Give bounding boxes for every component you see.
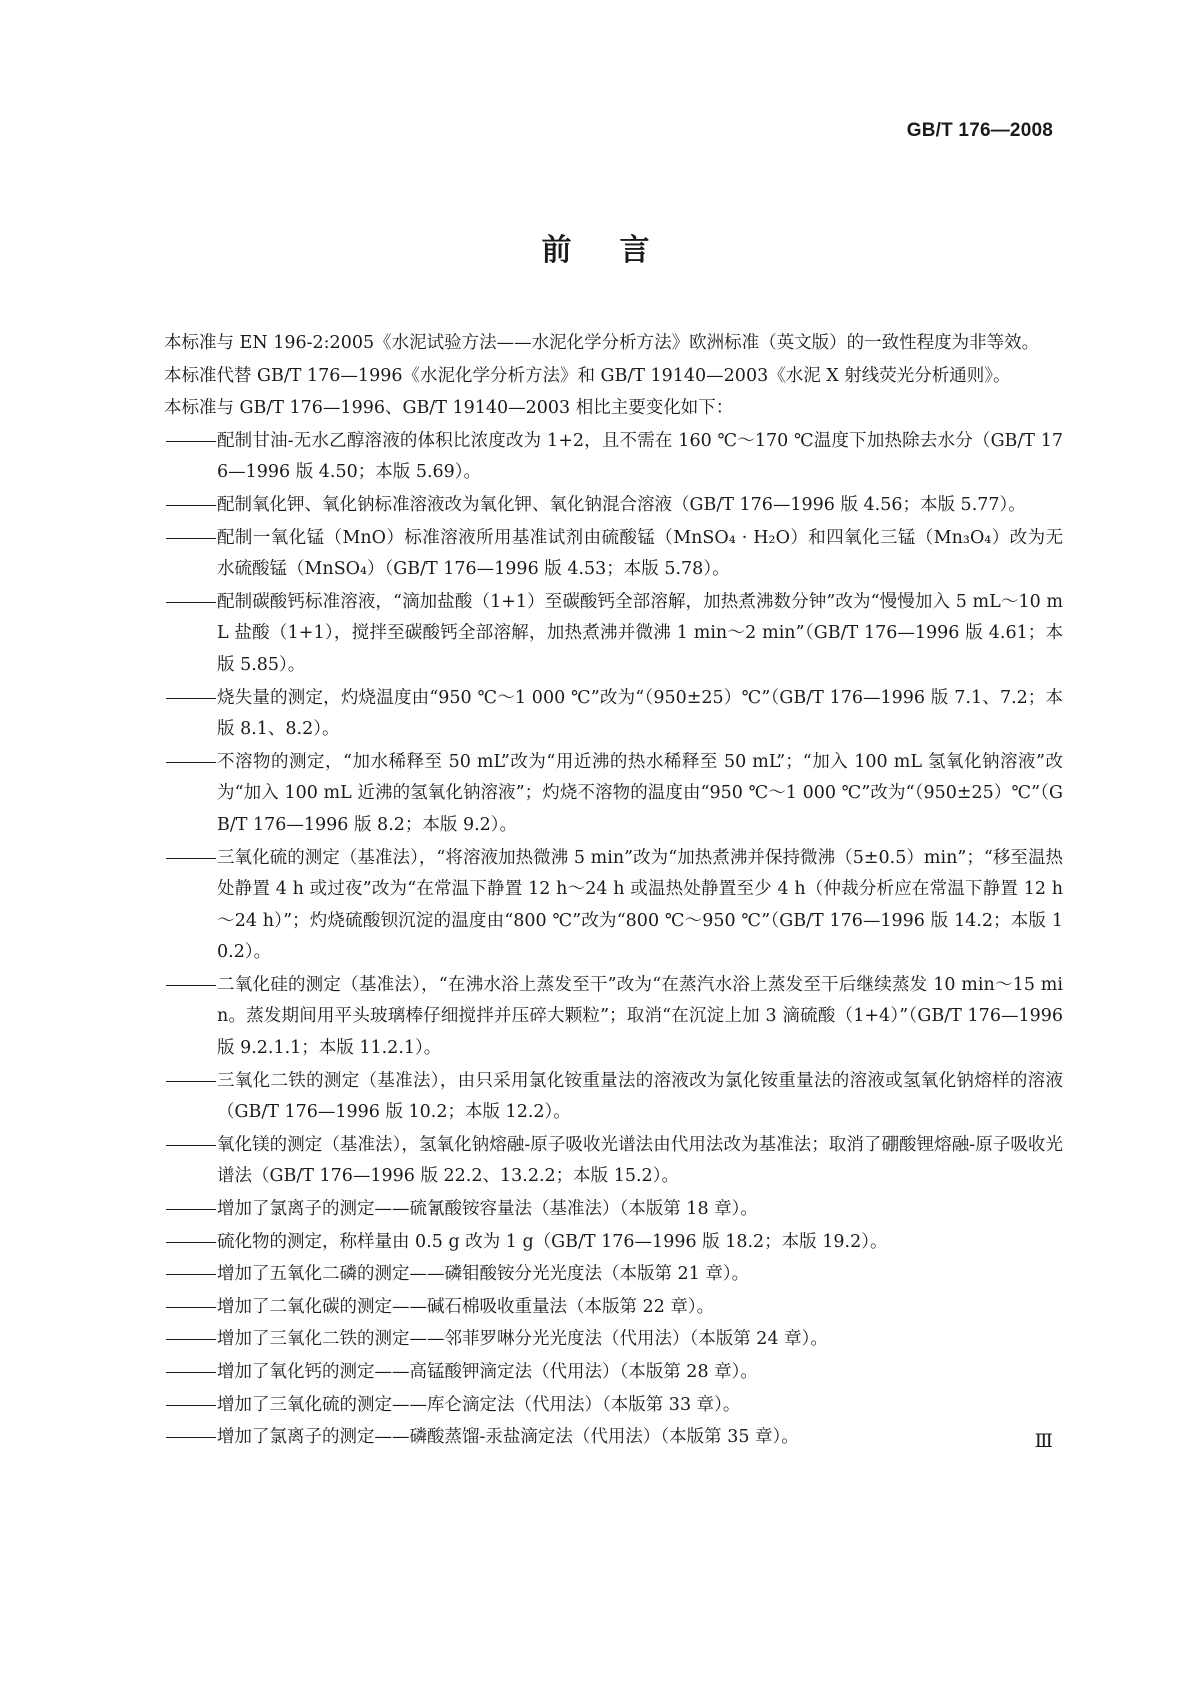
standard-code: GB/T 176—2008 — [906, 120, 1053, 141]
dash-marker — [166, 1307, 216, 1308]
change-text: 不溶物的测定，“加水稀释至 50 mL”改为“用近沸的热水稀释至 50 mL”；“加入 100 mL 氢氧化钠溶液”改为“加入 100 mL 近沸的氢氧化钠溶液”；灼烧不溶物的温度由“950 ℃～1 000 ℃”改为“（950±25）℃”（GB/T 176—1996 版 8.2；本版 9.2）。 — [217, 751, 1063, 835]
change-text: 二氧化硅的测定（基准法），“在沸水浴上蒸发至干”改为“在蒸汽水浴上蒸发至干后继续蒸发 10 min～15 min。蒸发期间用平头玻璃棒仔细搅拌并压碎大颗粒”；取消“在沉淀上加 3 滴硫酸（1+4）”（GB/T 176—1996 版 9.2.1.1；本版 11.2.1）。 — [217, 974, 1063, 1059]
change-text: 增加了氧化钙的测定——高锰酸钾滴定法（代用法）（本版第 28 章）。 — [217, 1362, 758, 1382]
dash-marker — [166, 1145, 216, 1146]
dash-marker — [166, 1081, 216, 1082]
change-item — [129, 1259, 1063, 1291]
change-item — [129, 1130, 1063, 1193]
document-body — [129, 328, 1063, 1455]
paragraph: 本标准代替 GB/T 176—1996《水泥化学分析方法》和 GB/T 19140—2003《水泥 X 射线荧光分析通则》。 — [164, 365, 1011, 386]
dash-marker — [166, 985, 216, 986]
change-item — [129, 1390, 1063, 1422]
change-item — [129, 523, 1063, 586]
change-text: 增加了五氧化二磷的测定——磷钼酸铵分光光度法（本版第 21 章）。 — [217, 1264, 750, 1285]
change-text: 烧失量的测定，灼烧温度由“950 ℃～1 000 ℃”改为“（950±25）℃”（GB/T 176—1996 版 7.1、7.2；本版 8.1、8.2）。 — [217, 687, 1063, 740]
change-text: 增加了氯离子的测定——硫氰酸铵容量法（基准法）（本版第 18 章）。 — [217, 1199, 758, 1220]
change-item — [129, 1066, 1063, 1129]
change-text: 硫化物的测定，称样量由 0.5 g 改为 1 g（GB/T 176—1996 版 18.2；本版 19.2）。 — [217, 1231, 888, 1252]
change-text: 氧化镁的测定（基准法），氢氧化钠熔融-原子吸收光谱法由代用法改为基准法；取消了硼酸锂熔融-原子吸收光谱法（GB/T 176—1996 版 22.2、13.2.2；本版 15.2）。 — [217, 1134, 1063, 1187]
dash-marker — [166, 505, 216, 506]
change-item — [129, 1324, 1063, 1356]
change-item — [129, 1422, 1063, 1454]
page-title: 前言 — [541, 233, 698, 268]
dash-marker — [166, 698, 216, 699]
change-item — [129, 747, 1063, 842]
page-number: Ⅲ — [1034, 1430, 1053, 1452]
change-item — [129, 1194, 1063, 1226]
dash-marker — [166, 1209, 216, 1210]
change-item — [129, 1292, 1063, 1324]
dash-marker — [166, 602, 216, 603]
change-item — [129, 587, 1063, 682]
change-item — [129, 1357, 1063, 1389]
change-text: 配制甘油-无水乙醇溶液的体积比浓度改为 1+2，且不需在 160 ℃～170 ℃温度下加热除去水分（GB/T 176—1996 版 4.50；本版 5.69）。 — [217, 430, 1063, 483]
change-item — [129, 1227, 1063, 1259]
dash-marker — [166, 762, 216, 763]
change-text: 三氧化硫的测定（基准法），“将溶液加热微沸 5 min”改为“加热煮沸并保持微沸（5±0.5）min”；“移至温热处静置 4 h 或过夜”改为“在常温下静置 12 h～24 h 或温热处静置至少 4 h（仲裁分析应在常温下静置 12 h～24 h）”；灼烧硫酸钡沉淀的温度由“800 ℃”改为“800 ℃～950 ℃”（GB/T 176—1996 版 14.2；本版 10.2）。 — [217, 847, 1063, 963]
change-item — [129, 426, 1063, 489]
change-text: 配制氧化钾、氧化钠标准溶液改为氧化钾、氧化钠混合溶液（GB/T 176—1996 版 4.56；本版 5.77）。 — [217, 494, 1026, 515]
dash-marker — [166, 441, 216, 442]
dash-marker — [166, 1405, 216, 1406]
change-text: 增加了三氧化二铁的测定——邻菲罗啉分光光度法（代用法）（本版第 24 章）。 — [217, 1329, 828, 1350]
change-text: 三氧化二铁的测定（基准法），由只采用氯化铵重量法的溶液改为氯化铵重量法的溶液或氢氧化钠熔样的溶液（GB/T 176—1996 版 10.2；本版 12.2）。 — [217, 1070, 1063, 1123]
dash-marker — [166, 538, 216, 539]
dash-marker — [166, 1437, 216, 1438]
paragraph: 本标准与 GB/T 176—1996、GB/T 19140—2003 相比主要变化如下： — [164, 398, 734, 419]
dash-marker — [166, 1274, 216, 1275]
change-text: 配制碳酸钙标准溶液，“滴加盐酸（1+1）至碳酸钙全部溶解，加热煮沸数分钟”改为“慢慢加入 5 mL～10 mL 盐酸（1+1），搅拌至碳酸钙全部溶解，加热煮沸并微沸 1 min～2 min”（GB/T 176—1996 版 4.61；本版 5.85）。 — [217, 591, 1063, 675]
change-text: 增加了二氧化碳的测定——碱石棉吸收重量法（本版第 22 章）。 — [217, 1296, 715, 1317]
dash-marker — [166, 1339, 216, 1340]
dash-marker — [166, 858, 216, 859]
change-item — [129, 843, 1063, 969]
dash-marker — [166, 1242, 216, 1243]
change-item — [129, 970, 1063, 1065]
dash-marker — [166, 1372, 216, 1373]
change-text: 增加了三氧化硫的测定——库仑滴定法（代用法）（本版第 33 章）。 — [217, 1394, 741, 1415]
change-item — [129, 490, 1063, 522]
paragraph: 本标准与 EN 196-2:2005《水泥试验方法——水泥化学分析方法》欧洲标准（英文版）的一致性程度为非等效。 — [164, 333, 1040, 353]
change-item — [129, 683, 1063, 746]
change-text: 配制一氧化锰（MnO）标准溶液所用基准试剂由硫酸锰（MnSO₄ · H₂O）和四氧化三锰（Mn₃O₄）改为无水硫酸锰（MnSO₄）（GB/T 176—1996 版 4.53；本版 5.78）。 — [217, 527, 1063, 580]
change-text: 增加了氯离子的测定——磷酸蒸馏-汞盐滴定法（代用法）（本版第 35 章）。 — [217, 1427, 799, 1448]
